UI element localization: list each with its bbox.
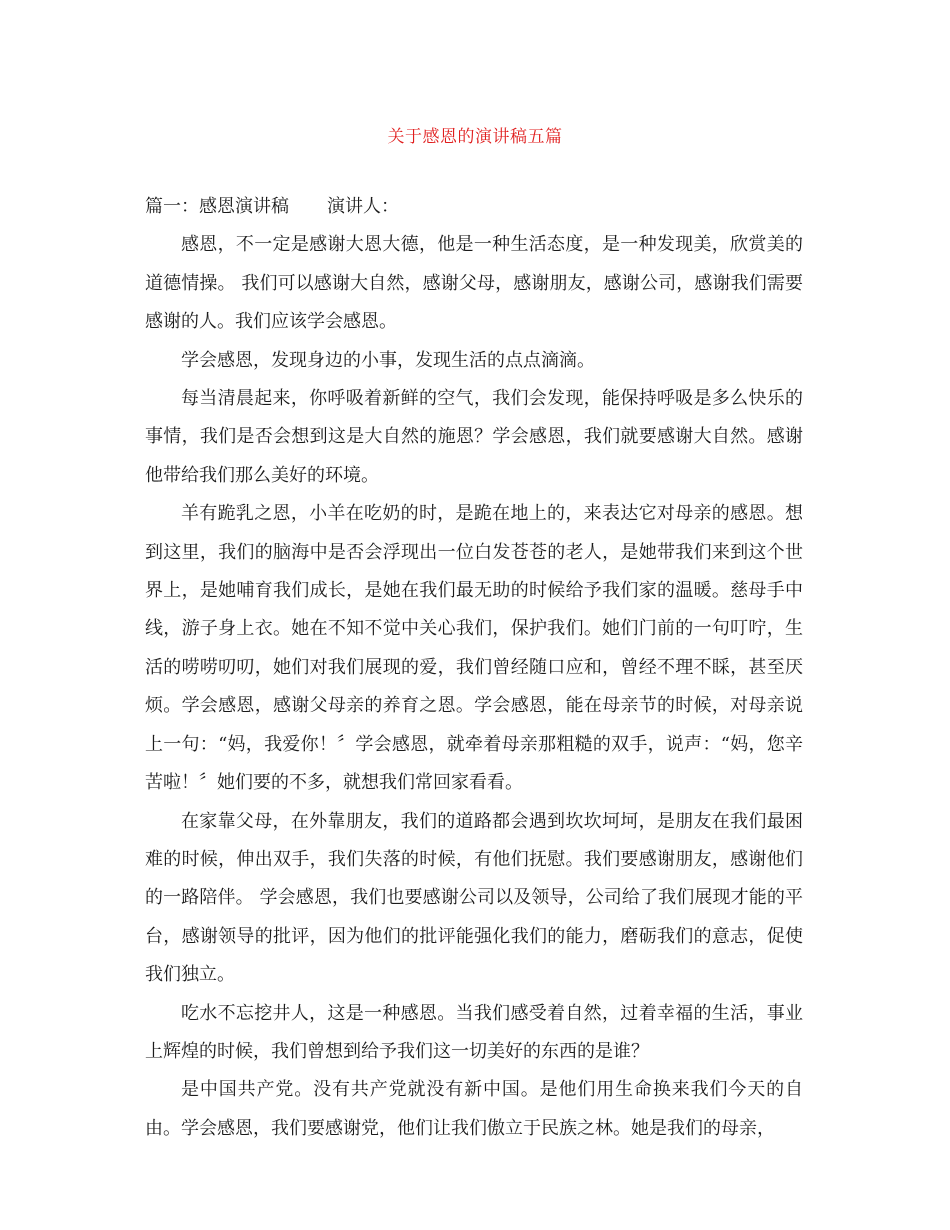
section-heading: 篇一：感恩演讲稿 <box>145 196 289 217</box>
paragraph-1: 感恩，不一定是感谢大恩大德，他是一种生活态度，是一种发现美，欣赏美的道德情操。 我们可以感谢大自然，感谢父母，感谢朋友，感谢公司，感谢我们需要感谢的人。我们应该学会感恩。 <box>145 234 803 333</box>
document-body <box>145 188 803 1148</box>
paragraph-3: 每当清晨起来，你呼吸着新鲜的空气，我们会发现，能保持呼吸是多么快乐的事情，我们是否会想到这是大自然的施恩？学会感恩，我们就要感谢大自然。感谢他带给我们那么美好的环境。 <box>145 388 803 486</box>
document-title: 关于感恩的演讲稿五篇 <box>387 127 563 147</box>
paragraph-5: 在家靠父母，在外靠朋友，我们的道路都会遇到坎坎坷坷，是朋友在我们最困难的时候，伸出双手，我们失落的时候，有他们抚慰。我们要感谢朋友，感谢他们的一路陪伴。 学会感恩，我们也要感谢公司以及领导，公司给了我们展现才能的平台，感谢领导的批评，因为他们的批评能强化我们的能力，磨砺我们的意志，促使我们独立。 <box>145 810 803 986</box>
speaker-label: 演讲人： <box>327 196 399 217</box>
paragraph-2: 学会感恩，发现身边的小事，发现生活的点点滴滴。 <box>181 349 595 371</box>
paragraph-7: 是中国共产党。没有共产党就没有新中国。是他们用生命换来我们今天的自由。学会感恩，我们要感谢党，他们让我们傲立于民族之林。她是我们的母亲， <box>145 1079 803 1139</box>
section-heading-line <box>145 188 803 226</box>
paragraph-4: 羊有跪乳之恩，小羊在吃奶的时，是跪在地上的，来表达它对母亲的感恩。想到这里，我们的脑海中是否会浮现出一位白发苍苍的老人，是她带我们来到这个世界上，是她哺育我们成长，是她在我们最无助的时候给予我们家的温暖。慈母手中线，游子身上衣。她在不知不觉中关心我们，保护我们。她们门前的一句叮咛，生活的唠唠叨叨，她们对我们展现的爱，我们曾经随口应和，曾经不理不睬，甚至厌烦。学会感恩，感谢父母亲的养育之恩。学会感恩，能在母亲节的时候，对母亲说上一句：“妈，我爱你！〞学会感恩，就牵着母亲那粗糙的双手，说声：“妈，您辛苦啦！〞她们要的不多，就想我们常回家看看。 <box>145 503 803 794</box>
paragraph-6: 吃水不忘挖井人，这是一种感恩。当我们感受着自然，过着幸福的生活，事业上辉煌的时候，我们曾想到给予我们这一切美好的东西的是谁？ <box>145 1002 803 1062</box>
